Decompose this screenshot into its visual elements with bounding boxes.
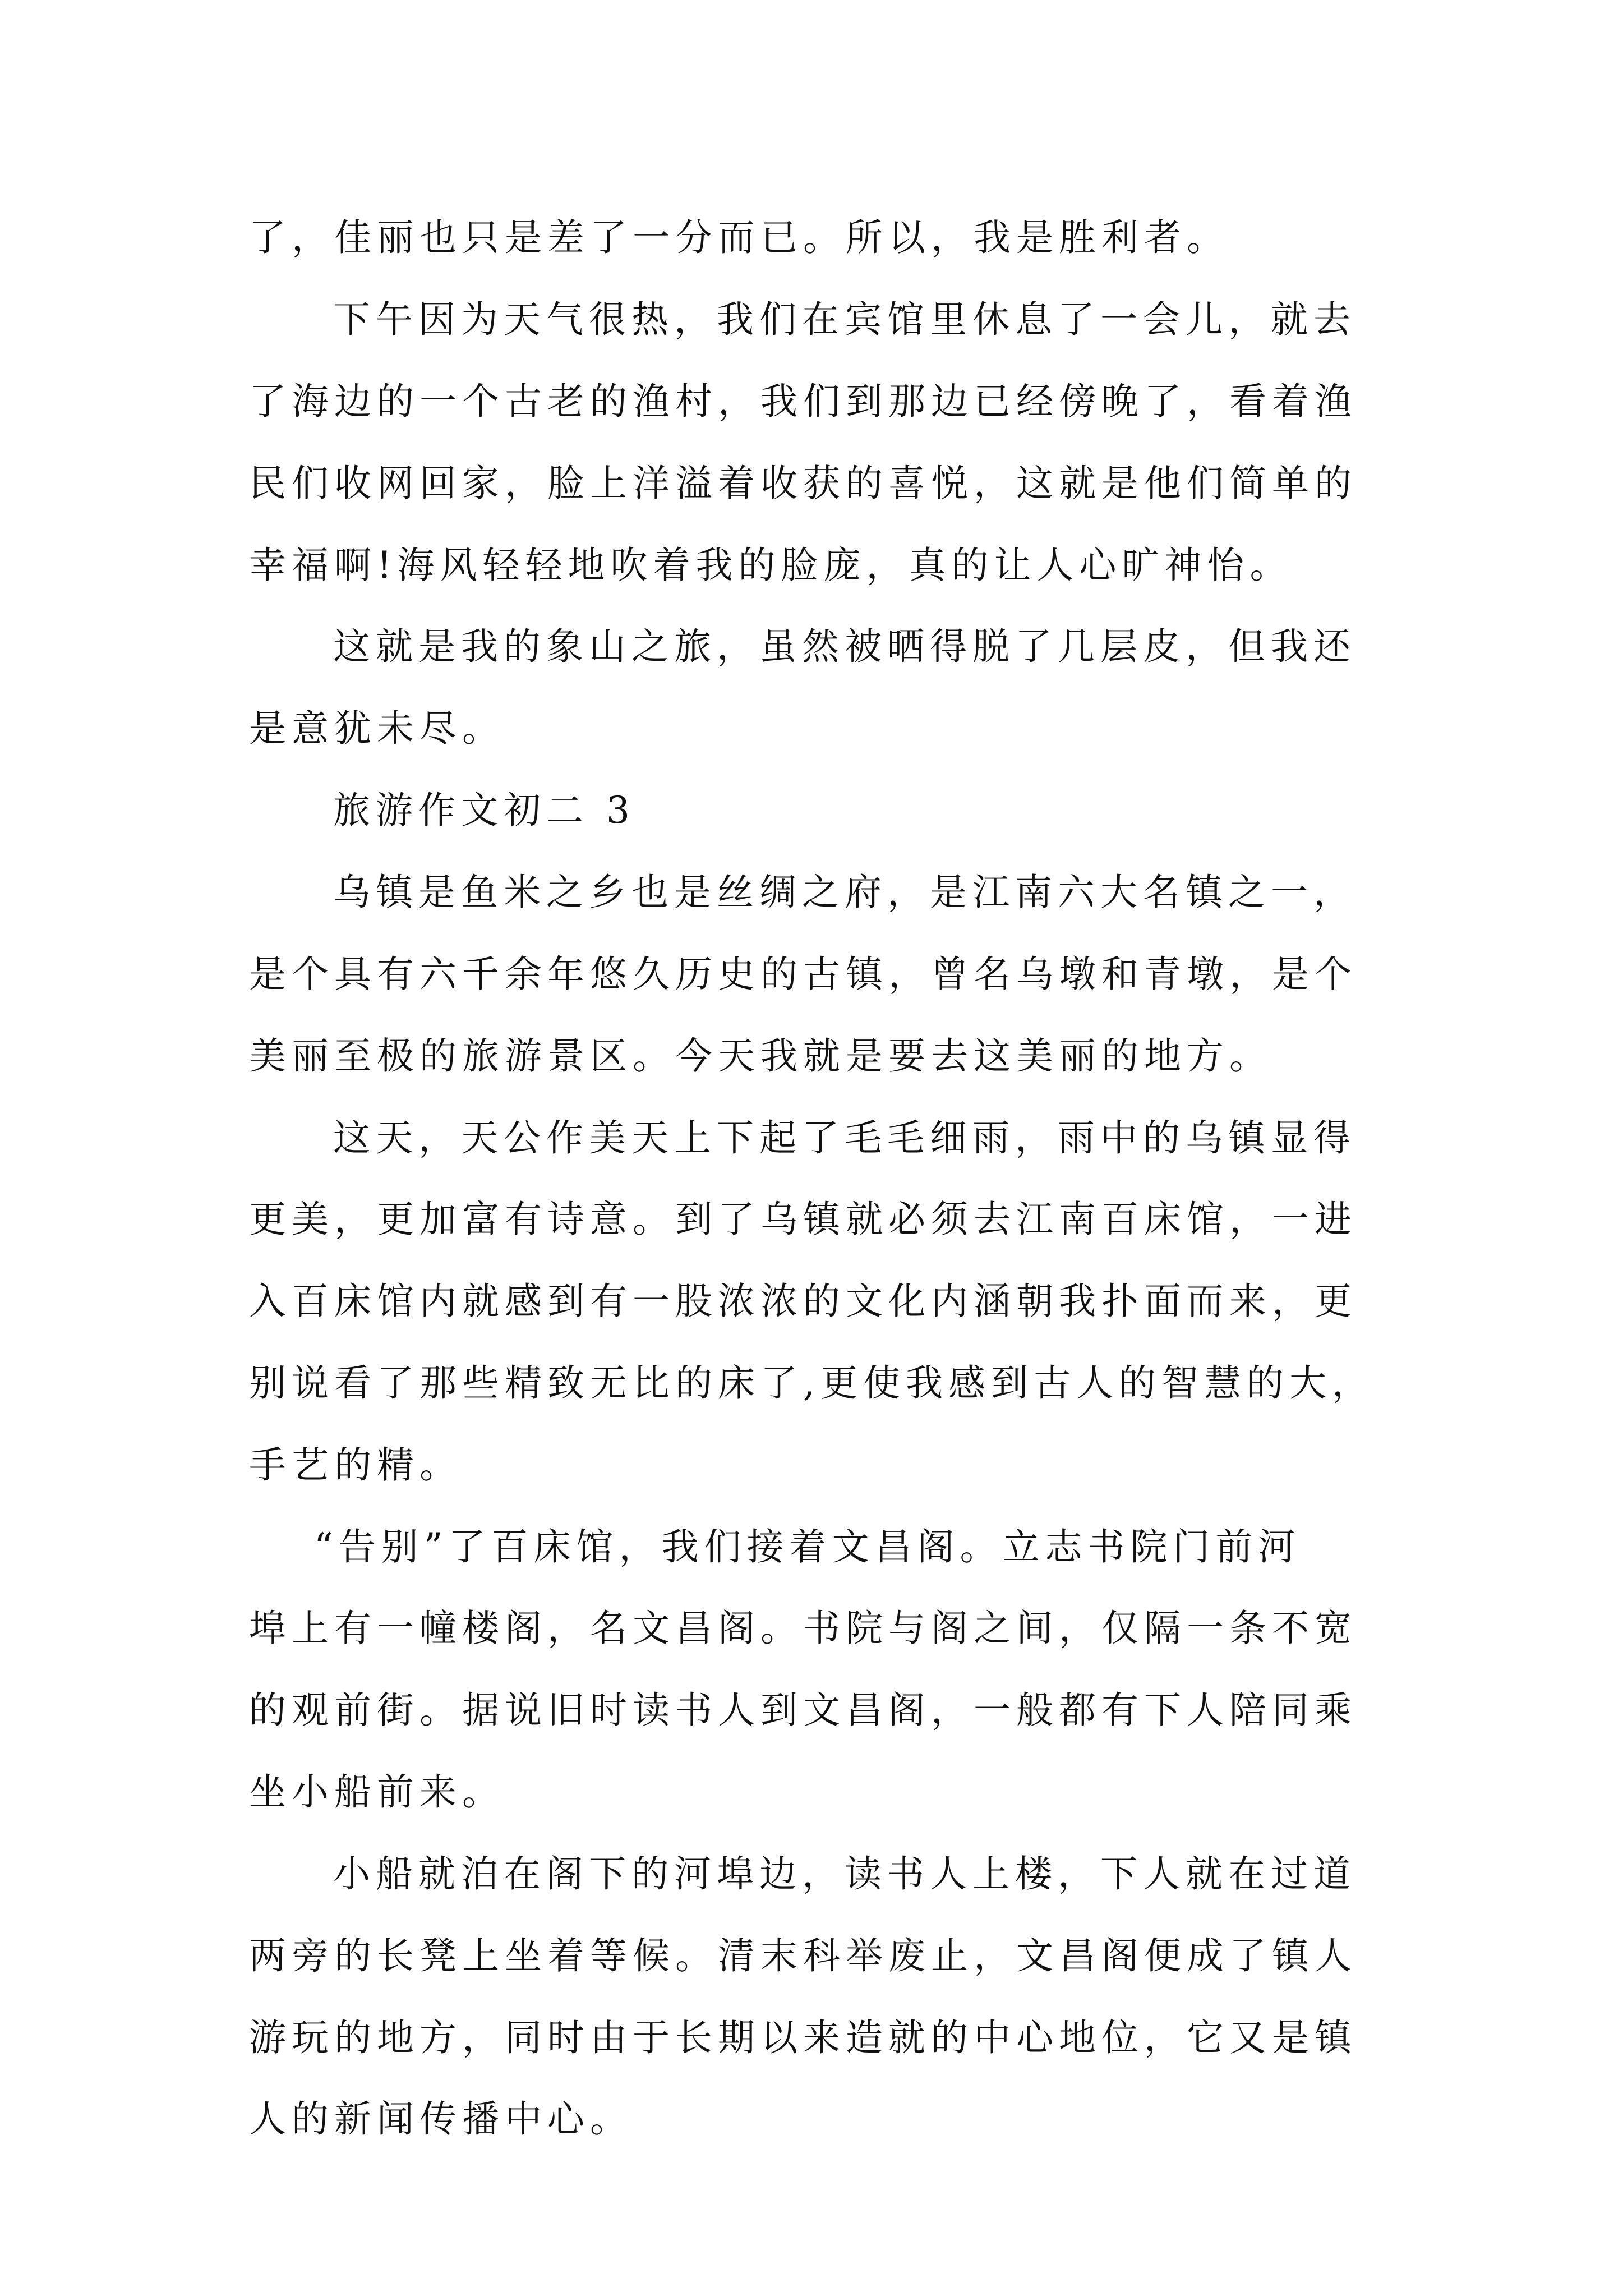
section-heading: 旅游作文初二 3	[333, 789, 635, 832]
text-line: “告别”了百床馆，我们接着文昌阁。立志书院门前河	[314, 1525, 1301, 1568]
text-line: 手艺的精。	[249, 1443, 462, 1487]
text-line: 小船就泊在阁下的河埠边，读书人上楼，下人就在过道	[333, 1852, 1356, 1895]
text-line: 更美，更加富有诗意。到了乌镇就必须去江南百床馆，一进	[249, 1198, 1357, 1241]
text-line: 别说看了那些精致无比的床了,更使我感到古人的智慧的大，	[249, 1361, 1375, 1405]
text-line: 民们收网回家，脸上洋溢着收获的喜悦，这就是他们简单的	[249, 462, 1357, 505]
text-line: 下午因为天气很热，我们在宾馆里休息了一会儿，就去	[333, 298, 1356, 341]
text-line: 两旁的长凳上坐着等候。清末科举废止，文昌阁便成了镇人	[249, 1934, 1357, 1977]
text-line: 乌镇是鱼米之乡也是丝绸之府，是江南六大名镇之一，	[333, 871, 1356, 914]
text-line: 是意犹未尽。	[249, 707, 505, 750]
text-line: 了海边的一个古老的渔村，我们到那边已经傍晚了，看着渔	[249, 380, 1357, 423]
text-line: 埠上有一幢楼阁，名文昌阁。书院与阁之间，仅隔一条不宽	[249, 1607, 1357, 1650]
text-line: 这就是我的象山之旅，虽然被晒得脱了几层皮，但我还	[333, 625, 1356, 668]
text-line: 人的新闻传播中心。	[249, 2097, 633, 2141]
text-line: 坐小船前来。	[249, 1770, 505, 1814]
text-line: 这天，天公作美天上下起了毛毛细雨，雨中的乌镇显得	[333, 1116, 1356, 1159]
text-line: 入百床馆内就感到有一股浓浓的文化内涵朝我扑面而来，更	[249, 1280, 1357, 1323]
text-line: 幸福啊!海风轻轻地吹着我的脸庞，真的让人心旷神怡。	[249, 544, 1293, 587]
text-line: 游玩的地方，同时由于长期以来造就的中心地位，它又是镇	[249, 2016, 1357, 2059]
text-line: 了，佳丽也只是差了一分而已。所以，我是胜利者。	[249, 216, 1229, 259]
text-line: 的观前街。据说旧时读书人到文昌阁，一般都有下人陪同乘	[249, 1688, 1357, 1732]
text-line: 美丽至极的旅游景区。今天我就是要去这美丽的地方。	[249, 1034, 1272, 1078]
text-line: 是个具有六千余年悠久历史的古镇，曾名乌墩和青墩，是个	[249, 953, 1357, 996]
